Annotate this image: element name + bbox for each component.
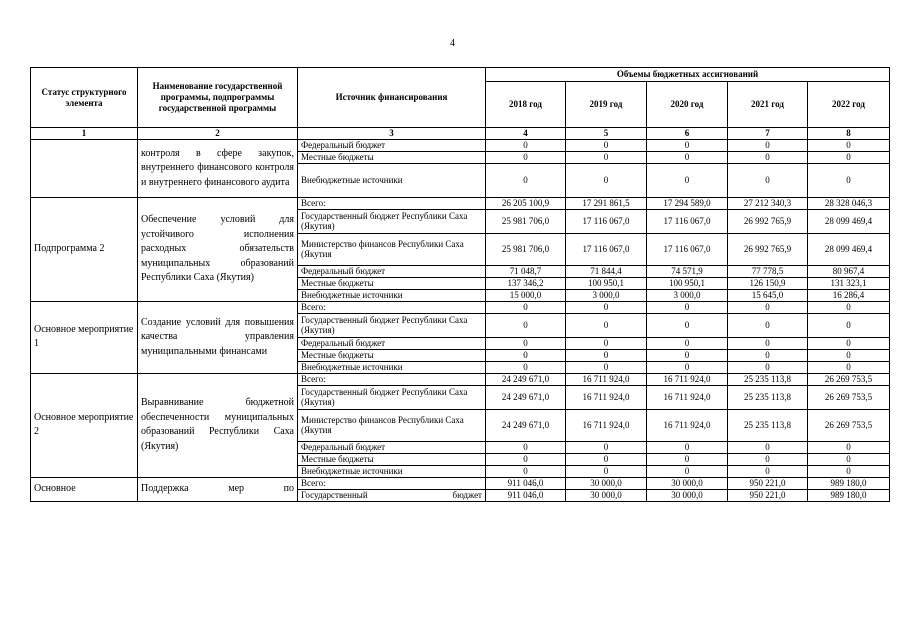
value-cell: 26 205 100,9 [486,197,566,209]
page-number: 4 [450,38,455,49]
value-cell: 0 [728,313,808,337]
header-name: Наименование государственной программы, подпрограммы государственной программы [138,68,298,128]
column-number: 1 [31,128,138,140]
value-cell: 0 [647,453,728,465]
status-cell: Основное мероприятие 1 [31,301,138,373]
column-number-row [31,128,890,140]
name-cell: Создание условий для повышения качества управления муниципальными финансами [138,301,298,373]
header-status: Статус структурного элемента [31,68,138,128]
value-cell: 0 [647,361,728,373]
header-year: 2020 год [647,82,728,128]
name-cell [138,477,298,501]
name-cell: Обеспечение условий для устойчивого исполнения расходных обязательств муниципальных образований Республики Саха (Якутия) [138,197,298,301]
value-cell: 30 000,0 [566,477,647,489]
source-cell: Министерство финансов Республики Саха (Якутия [298,409,486,441]
value-cell: 0 [486,453,566,465]
value-cell: 25 235 113,8 [728,373,808,385]
header-year: 2021 год [728,82,808,128]
value-cell: 16 711 924,0 [566,409,647,441]
value-cell: 0 [728,151,808,163]
source-cell: Федеральный бюджет [298,139,486,151]
source-cell: Местные бюджеты [298,453,486,465]
source-cell: Федеральный бюджет [298,441,486,453]
value-cell: 0 [486,163,566,197]
column-number: 6 [647,128,728,140]
value-cell: 0 [728,465,808,477]
value-cell: 17 116 067,0 [566,233,647,265]
value-cell: 71 844,4 [566,265,647,277]
value-cell: 100 950,1 [566,277,647,289]
value-cell: 30 000,0 [647,477,728,489]
value-cell: 0 [808,441,890,453]
value-cell: 0 [486,301,566,313]
value-cell: 0 [647,337,728,349]
header-source: Источник финансирования [298,68,486,128]
value-cell: 0 [808,139,890,151]
column-number: 8 [808,128,890,140]
value-cell: 0 [728,337,808,349]
value-cell: 0 [808,361,890,373]
value-cell: 0 [647,139,728,151]
value-cell: 25 235 113,8 [728,385,808,409]
value-cell: 0 [728,453,808,465]
value-cell: 0 [728,361,808,373]
column-number: 5 [566,128,647,140]
source-cell: Государственный бюджет Республики Саха (Якутия) [298,385,486,409]
value-cell: 28 328 046,3 [808,197,890,209]
value-cell: 0 [647,465,728,477]
value-cell: 24 249 671,0 [486,409,566,441]
value-cell: 17 116 067,0 [566,209,647,233]
value-cell: 0 [728,441,808,453]
value-cell: 0 [486,465,566,477]
value-cell: 24 249 671,0 [486,373,566,385]
source-cell: Местные бюджеты [298,349,486,361]
value-cell: 0 [647,163,728,197]
source-cell: Внебюджетные источники [298,163,486,197]
value-cell: 27 212 340,3 [728,197,808,209]
source-cell: Министерство финансов Республики Саха (Якутия [298,233,486,265]
value-cell: 0 [647,441,728,453]
source-cell: Внебюджетные источники [298,289,486,301]
source-cell: Внебюджетные источники [298,465,486,477]
value-cell: 989 180,0 [808,477,890,489]
value-cell: 0 [808,151,890,163]
value-cell: 0 [808,453,890,465]
table-row [31,197,890,209]
status-cell: Основное [31,477,138,501]
value-cell: 131 323,1 [808,277,890,289]
value-cell: 80 967,4 [808,265,890,277]
value-cell: 0 [486,151,566,163]
source-cell: Государственный бюджет Республики Саха (Якутия) [298,313,486,337]
value-cell: 16 711 924,0 [566,385,647,409]
source-cell: Федеральный бюджет [298,265,486,277]
value-cell: 17 116 067,0 [647,233,728,265]
value-cell: 0 [486,441,566,453]
value-cell: 126 150,9 [728,277,808,289]
value-cell: 26 269 753,5 [808,373,890,385]
value-cell: 17 116 067,0 [647,209,728,233]
name-cell: Выравнивание бюджетной обеспеченности муниципальных образований Республики Саха (Якутия) [138,373,298,477]
value-cell: 0 [728,163,808,197]
value-cell: 0 [486,139,566,151]
value-cell: 30 000,0 [566,489,647,501]
source-cell: Внебюджетные источники [298,361,486,373]
value-cell: 0 [566,301,647,313]
value-cell: 16 711 924,0 [647,409,728,441]
value-cell: 0 [486,361,566,373]
value-cell: 989 180,0 [808,489,890,501]
column-number: 2 [138,128,298,140]
value-cell: 16 711 924,0 [566,373,647,385]
value-cell: 950 221,0 [728,489,808,501]
value-cell: 0 [566,163,647,197]
value-cell: 0 [566,361,647,373]
value-cell: 0 [566,465,647,477]
table-row [31,477,890,489]
header-year: 2018 год [486,82,566,128]
value-cell: 24 249 671,0 [486,385,566,409]
source-cell: Всего: [298,197,486,209]
header-volumes: Объемы бюджетных ассигнований [486,68,890,82]
value-cell: 26 992 765,9 [728,233,808,265]
value-cell: 25 235 113,8 [728,409,808,441]
value-cell: 15 645,0 [728,289,808,301]
value-cell: 0 [486,313,566,337]
value-cell: 0 [566,441,647,453]
value-cell: 0 [566,453,647,465]
value-cell: 26 269 753,5 [808,409,890,441]
source-cell: Федеральный бюджет [298,337,486,349]
value-cell: 0 [486,337,566,349]
value-cell: 0 [647,301,728,313]
value-cell: 0 [728,301,808,313]
column-number: 7 [728,128,808,140]
value-cell: 0 [808,349,890,361]
value-cell: 15 000,0 [486,289,566,301]
value-cell: 911 046,0 [486,477,566,489]
value-cell: 0 [566,151,647,163]
source-cell: Всего: [298,301,486,313]
value-cell: 17 291 861,5 [566,197,647,209]
value-cell: 0 [566,313,647,337]
column-number: 3 [298,128,486,140]
value-cell: 25 981 706,0 [486,233,566,265]
value-cell: 0 [728,139,808,151]
value-cell: 30 000,0 [647,489,728,501]
value-cell: 16 711 924,0 [647,385,728,409]
value-cell: 26 269 753,5 [808,385,890,409]
table-row [31,373,890,385]
value-cell: 17 294 589,0 [647,197,728,209]
value-cell: 77 778,5 [728,265,808,277]
status-cell [31,139,138,197]
value-cell: 71 048,7 [486,265,566,277]
value-cell: 3 000,0 [566,289,647,301]
source-cell: Всего: [298,477,486,489]
header-year: 2022 год [808,82,890,128]
value-cell: 950 221,0 [728,477,808,489]
source-cell: Местные бюджеты [298,151,486,163]
value-cell: 0 [808,301,890,313]
value-cell: 0 [486,349,566,361]
value-cell: 911 046,0 [486,489,566,501]
value-cell: 16 286,4 [808,289,890,301]
source-cell: Местные бюджеты [298,277,486,289]
value-cell: 0 [566,349,647,361]
value-cell: 74 571,9 [647,265,728,277]
name-text: Поддержка мер по [141,483,294,495]
value-cell: 0 [566,337,647,349]
value-cell: 16 711 924,0 [647,373,728,385]
source-cell: Государственный бюджет Республики Саха (Якутия) [298,209,486,233]
status-cell: Основное мероприятие 2 [31,373,138,477]
status-cell: Подпрограмма 2 [31,197,138,301]
value-cell: 0 [808,465,890,477]
column-number: 4 [486,128,566,140]
value-cell: 26 992 765,9 [728,209,808,233]
value-cell: 3 000,0 [647,289,728,301]
value-cell: 0 [647,313,728,337]
value-cell: 0 [728,349,808,361]
source-cell [298,489,486,501]
value-cell: 137 346,2 [486,277,566,289]
value-cell: 28 099 469,4 [808,209,890,233]
value-cell: 0 [647,349,728,361]
value-cell: 0 [808,337,890,349]
budget-table [30,67,890,502]
value-cell: 100 950,1 [647,277,728,289]
value-cell: 0 [808,163,890,197]
name-cell: контроля в сфере закупок, внутреннего финансового контроля и внутреннего финансового аудита [138,139,298,197]
header-year: 2019 год [566,82,647,128]
table-row [31,139,890,151]
value-cell: 25 981 706,0 [486,209,566,233]
value-cell: 0 [647,151,728,163]
table-row [31,301,890,313]
source-cell: Всего: [298,373,486,385]
value-cell: 0 [808,313,890,337]
source-text: Государственный бюджет [301,489,482,500]
value-cell: 28 099 469,4 [808,233,890,265]
value-cell: 0 [566,139,647,151]
